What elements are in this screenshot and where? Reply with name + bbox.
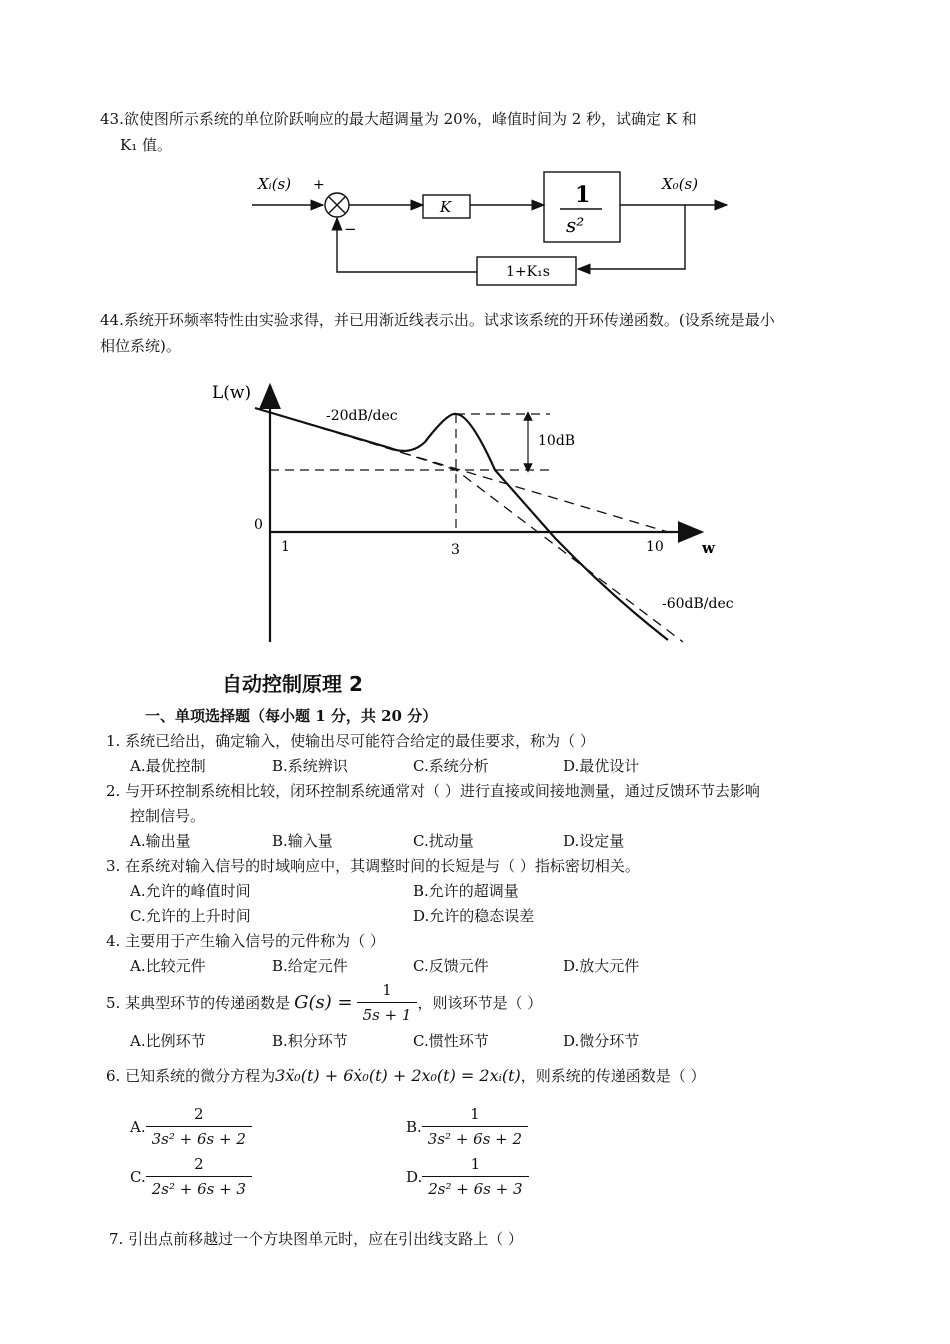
question-2-option-a: A.输出量 — [130, 832, 191, 850]
x-axis-label: w — [702, 539, 715, 557]
question-1-option-c: C.系统分析 — [413, 757, 489, 775]
input-signal-label: Xᵢ(s) — [258, 175, 292, 193]
question-5-option-a: A.比例环节 — [130, 1032, 206, 1050]
question-3-option-a: A.允许的峰值时间 — [130, 882, 251, 900]
question-4-option-d: D.放大元件 — [563, 957, 640, 975]
question-5-stem — [106, 980, 542, 1025]
option-label: B. — [406, 1117, 422, 1136]
plus-sign: + — [313, 177, 325, 193]
option-den: 3s² + 6s + 2 — [422, 1126, 528, 1149]
option-fraction — [422, 1154, 528, 1199]
option-label: C. — [130, 1167, 146, 1186]
option-num: 1 — [470, 1155, 481, 1173]
option-den: 3s² + 6s + 2 — [146, 1126, 252, 1149]
question-6-stem-a: 6. 已知系统的微分方程为 — [106, 1067, 276, 1085]
option-num: 1 — [470, 1105, 480, 1123]
part1-heading: 一、单项选择题（每小题 1 分，共 20 分） — [145, 707, 438, 725]
slope-label-2: -60dB/dec — [662, 596, 734, 612]
question-7-stem: 7. 引出点前移越过一个方块图单元时，应在引出线支路上（ ） — [109, 1230, 523, 1248]
option-label: D. — [406, 1167, 423, 1186]
question-6-option-d — [406, 1154, 529, 1199]
question-3-stem: 3. 在系统对输入信号的时域响应中，其调整时间的长短是与（ ）指标密切相关。 — [106, 857, 640, 875]
question-2-option-b: B.输入量 — [272, 832, 333, 850]
question-2-stem: 2. 与开环控制系统相比较，闭环控制系统通常对（ ）进行直接或间接地测量，通过反馈环节去影响 — [106, 782, 760, 800]
q44-text-line1: 44.系统开环频率特性由实验求得，并已用渐近线表示出。试求该系统的开环传递函数。(设系统是最小 — [100, 311, 775, 329]
question-5-stem-a: 5. 某典型环节的传递函数是 — [106, 993, 291, 1012]
q43-block-diagram — [0, 0, 950, 300]
slope-label-1: -20dB/dec — [326, 408, 398, 424]
option-fraction — [422, 1104, 528, 1149]
tick-label-10: 10 — [646, 539, 664, 555]
option-num: 2 — [193, 1105, 204, 1123]
option-den: 2s² + 6s + 3 — [422, 1176, 528, 1199]
question-1-option-d: D.最优设计 — [563, 757, 640, 775]
question-5-stem-b: ，则该环节是（ ） — [417, 993, 543, 1012]
question-5-g: G(s) = — [294, 991, 353, 1013]
question-5-num: 1 — [382, 981, 392, 999]
question-3-option-c: C.允许的上升时间 — [130, 907, 251, 925]
q43-text-line2: K₁ 值。 — [120, 136, 172, 154]
question-4-option-c: C.反馈元件 — [413, 957, 489, 975]
question-6-option-a — [130, 1104, 252, 1149]
bode-plot — [0, 370, 950, 660]
question-1-option-b: B.系统辨识 — [272, 757, 348, 775]
tick-label-1: 1 — [281, 539, 290, 555]
question-6-equation: 3ẍ₀(t) + 6ẋ₀(t) + 2x₀(t) = 2xᵢ(t) — [275, 1066, 521, 1085]
question-1-option-a: A.最优控制 — [130, 757, 206, 775]
question-4-option-a: A.比较元件 — [130, 957, 206, 975]
question-5-option-c: C.惯性环节 — [413, 1032, 489, 1050]
output-signal-label: X₀(s) — [662, 175, 699, 193]
question-2-option-c: C.扰动量 — [413, 832, 474, 850]
option-num: 2 — [194, 1155, 204, 1173]
tick-label-3: 3 — [451, 542, 460, 558]
question-4-stem: 4. 主要用于产生输入信号的元件称为（ ） — [106, 932, 385, 950]
question-6-stem — [106, 1066, 706, 1086]
feedback-label: 1+K₁s — [506, 264, 550, 280]
gain-label: K — [440, 198, 452, 216]
option-fraction — [146, 1154, 252, 1199]
question-5-fraction — [357, 980, 418, 1025]
origin-label: 0 — [254, 517, 263, 533]
question-5-den: 5s + 1 — [357, 1002, 418, 1025]
minus-sign: − — [344, 220, 357, 238]
peak-label: 10dB — [538, 433, 576, 449]
magnitude-curve — [255, 408, 668, 640]
plant-numerator: 1 — [575, 182, 591, 208]
question-6-option-b — [406, 1104, 528, 1149]
question-1-stem: 1. 系统已给出，确定输入，使输出尽可能符合给定的最佳要求，称为（ ） — [106, 732, 595, 750]
q43-text-line1: 43.欲使图所示系统的单位阶跃响应的最大超调量为 20%，峰值时间为 2 秒，试确定 K 和 — [100, 110, 697, 128]
y-axis-label: L(w) — [212, 383, 252, 403]
option-fraction — [146, 1104, 252, 1149]
question-5-option-b: B.积分环节 — [272, 1032, 348, 1050]
option-label: A. — [130, 1117, 146, 1136]
q44-text-line2: 相位系统)。 — [100, 337, 181, 355]
question-6-option-c — [130, 1154, 252, 1199]
question-3-option-d: D.允许的稳态误差 — [413, 907, 535, 925]
question-2-stem-cont: 控制信号。 — [130, 807, 206, 825]
question-4-option-b: B.给定元件 — [272, 957, 348, 975]
option-den: 2s² + 6s + 3 — [146, 1176, 252, 1199]
plant-denominator: s² — [566, 213, 585, 237]
question-2-option-d: D.设定量 — [563, 832, 625, 850]
question-6-stem-b: ，则系统的传递函数是（ ） — [520, 1067, 706, 1085]
question-5-option-d: D.微分环节 — [563, 1032, 640, 1050]
section-title: 自动控制原理 2 — [222, 672, 363, 696]
question-3-option-b: B.允许的超调量 — [413, 882, 519, 900]
